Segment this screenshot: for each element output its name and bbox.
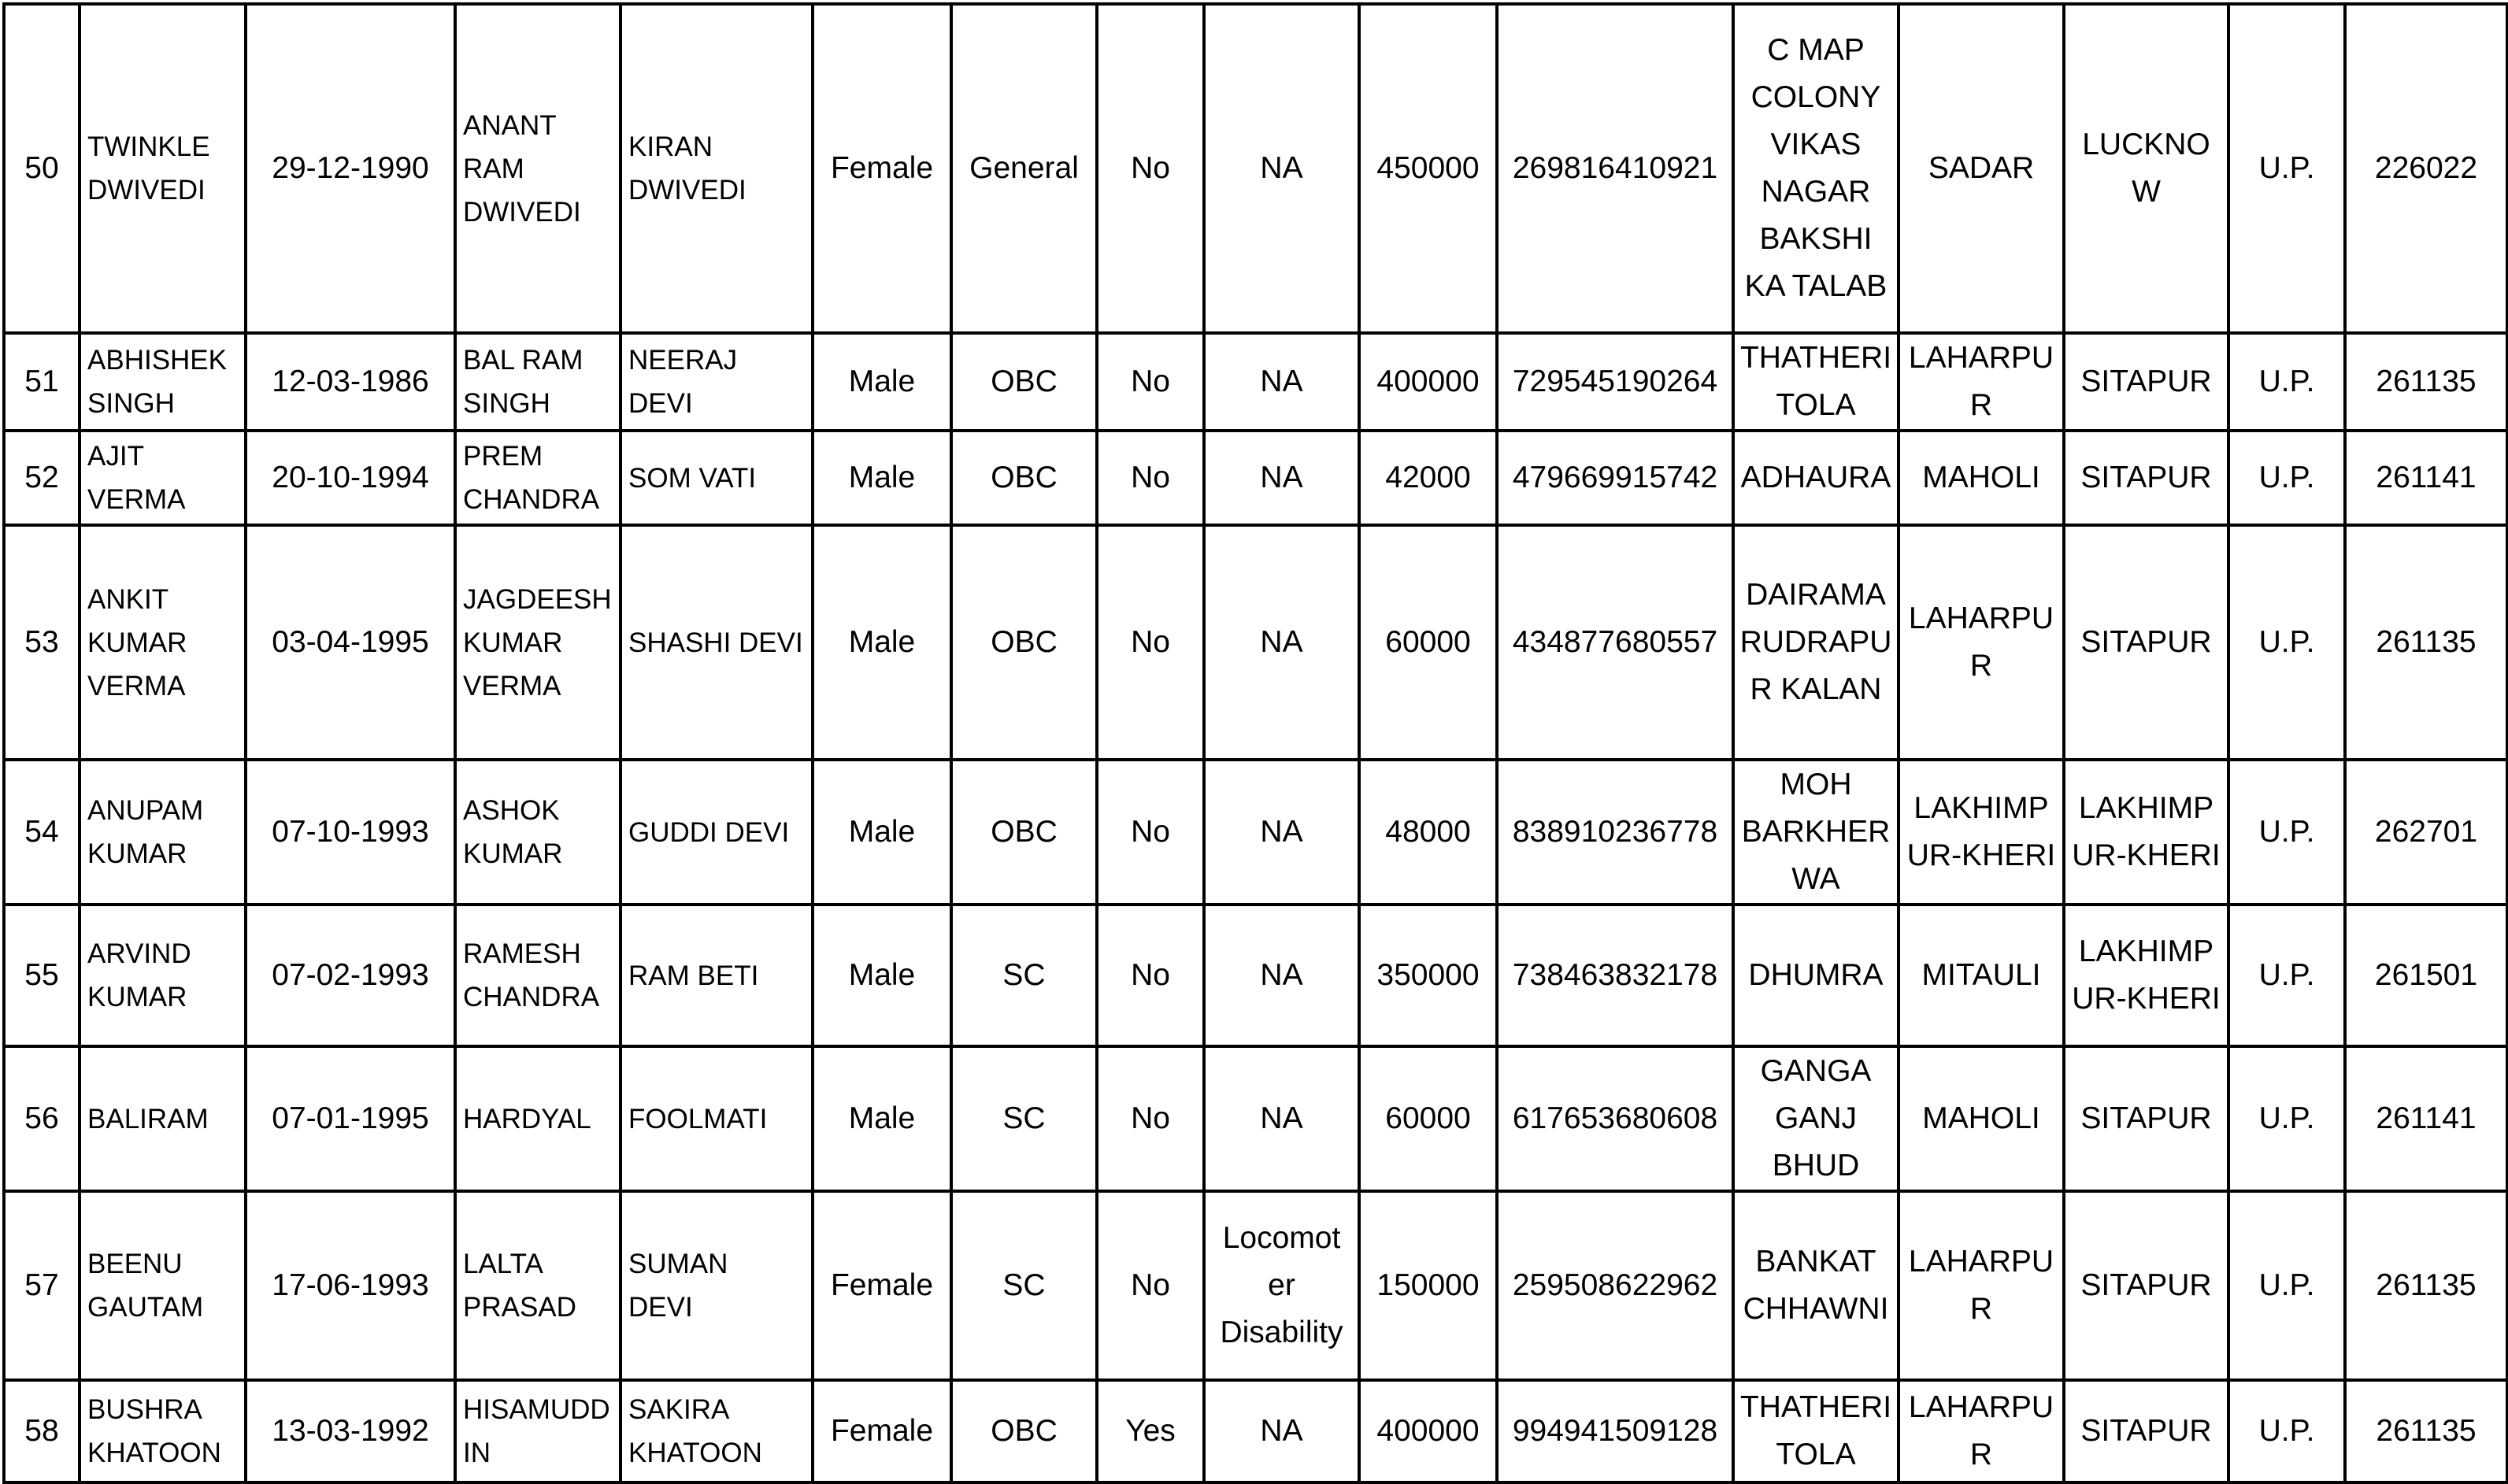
table-row: [4, 1191, 2507, 1380]
cell-state: U.P.: [2228, 1380, 2345, 1482]
cell-tehsil: SADAR: [1899, 4, 2064, 333]
cell-address: MOH BARKHER WA: [1733, 760, 1899, 905]
cell-gender: Female: [813, 4, 951, 333]
cell-name: BALIRAM: [80, 1046, 246, 1191]
cell-address: DAIRAMA RUDRAPU R KALAN: [1733, 525, 1899, 760]
cell-tehsil: LAKHIMP UR-KHERI: [1899, 760, 2064, 905]
cell-district: SITAPUR: [2064, 1191, 2228, 1380]
cell-aadhaar: 617653680608: [1497, 1046, 1733, 1191]
cell-state: U.P.: [2228, 4, 2345, 333]
cell-income: 400000: [1359, 333, 1497, 431]
cell-gender: Male: [813, 760, 951, 905]
cell-father: LALTA PRASAD: [455, 1191, 621, 1380]
cell-name: TWINKLE DWIVEDI: [80, 4, 246, 333]
cell-district: SITAPUR: [2064, 1046, 2228, 1191]
cell-disability: NA: [1204, 905, 1359, 1046]
cell-father: HARDYAL: [455, 1046, 621, 1191]
cell-minority: No: [1097, 905, 1204, 1046]
cell-dob: 07-10-1993: [246, 760, 455, 905]
cell-income: 150000: [1359, 1191, 1497, 1380]
cell-dob: 03-04-1995: [246, 525, 455, 760]
cell-mother: SOM VATI: [621, 431, 813, 525]
cell-name: ANUPAM KUMAR: [80, 760, 246, 905]
cell-disability: Locomot er Disability: [1204, 1191, 1359, 1380]
cell-mother: NEERAJ DEVI: [621, 333, 813, 431]
cell-income: 350000: [1359, 905, 1497, 1046]
cell-tehsil: LAHARPU R: [1899, 1191, 2064, 1380]
cell-dob: 07-02-1993: [246, 905, 455, 1046]
cell-district: SITAPUR: [2064, 1380, 2228, 1482]
cell-income: 450000: [1359, 4, 1497, 333]
cell-aadhaar: 434877680557: [1497, 525, 1733, 760]
cell-aadhaar: 479669915742: [1497, 431, 1733, 525]
cell-sno: 58: [4, 1380, 80, 1482]
cell-address: C MAP COLONY VIKAS NAGAR BAKSHI KA TALAB: [1733, 4, 1899, 333]
cell-mother: FOOLMATI: [621, 1046, 813, 1191]
cell-income: 48000: [1359, 760, 1497, 905]
cell-district: SITAPUR: [2064, 333, 2228, 431]
cell-minority: No: [1097, 4, 1204, 333]
cell-sno: 57: [4, 1191, 80, 1380]
cell-disability: NA: [1204, 525, 1359, 760]
cell-disability: NA: [1204, 4, 1359, 333]
cell-father: ANANT RAM DWIVEDI: [455, 4, 621, 333]
cell-sno: 53: [4, 525, 80, 760]
cell-pin: 261135: [2345, 1191, 2507, 1380]
cell-tehsil: MITAULI: [1899, 905, 2064, 1046]
cell-father: PREM CHANDRA: [455, 431, 621, 525]
cell-sno: 50: [4, 4, 80, 333]
cell-father: BAL RAM SINGH: [455, 333, 621, 431]
cell-category: General: [951, 4, 1097, 333]
cell-income: 400000: [1359, 1380, 1497, 1482]
cell-aadhaar: 994941509128: [1497, 1380, 1733, 1482]
cell-aadhaar: 729545190264: [1497, 333, 1733, 431]
cell-minority: No: [1097, 431, 1204, 525]
cell-district: SITAPUR: [2064, 431, 2228, 525]
cell-dob: 29-12-1990: [246, 4, 455, 333]
cell-minority: No: [1097, 760, 1204, 905]
cell-name: ARVIND KUMAR: [80, 905, 246, 1046]
cell-sno: 54: [4, 760, 80, 905]
cell-address: GANGA GANJ BHUD: [1733, 1046, 1899, 1191]
table-row: [4, 905, 2507, 1046]
cell-name: AJIT VERMA: [80, 431, 246, 525]
cell-mother: SHASHI DEVI: [621, 525, 813, 760]
cell-pin: 261501: [2345, 905, 2507, 1046]
cell-tehsil: LAHARPU R: [1899, 1380, 2064, 1482]
cell-dob: 20-10-1994: [246, 431, 455, 525]
cell-minority: No: [1097, 1046, 1204, 1191]
cell-pin: 261135: [2345, 1380, 2507, 1482]
cell-category: OBC: [951, 760, 1097, 905]
cell-district: LUCKNO W: [2064, 4, 2228, 333]
cell-minority: Yes: [1097, 1380, 1204, 1482]
cell-district: SITAPUR: [2064, 525, 2228, 760]
cell-district: LAKHIMP UR-KHERI: [2064, 905, 2228, 1046]
table-row: [4, 1046, 2507, 1191]
cell-gender: Male: [813, 431, 951, 525]
cell-name: BEENU GAUTAM: [80, 1191, 246, 1380]
cell-father: RAMESH CHANDRA: [455, 905, 621, 1046]
cell-minority: No: [1097, 333, 1204, 431]
cell-state: U.P.: [2228, 1191, 2345, 1380]
cell-mother: SAKIRA KHATOON: [621, 1380, 813, 1482]
cell-aadhaar: 838910236778: [1497, 760, 1733, 905]
cell-disability: NA: [1204, 431, 1359, 525]
cell-state: U.P.: [2228, 333, 2345, 431]
cell-dob: 12-03-1986: [246, 333, 455, 431]
cell-aadhaar: 269816410921: [1497, 4, 1733, 333]
cell-tehsil: LAHARPU R: [1899, 525, 2064, 760]
cell-category: OBC: [951, 1380, 1097, 1482]
cell-pin: 261141: [2345, 1046, 2507, 1191]
cell-minority: No: [1097, 525, 1204, 760]
cell-tehsil: MAHOLI: [1899, 431, 2064, 525]
cell-category: SC: [951, 1046, 1097, 1191]
cell-sno: 56: [4, 1046, 80, 1191]
cell-pin: 261141: [2345, 431, 2507, 525]
cell-pin: 261135: [2345, 333, 2507, 431]
cell-aadhaar: 738463832178: [1497, 905, 1733, 1046]
cell-gender: Male: [813, 333, 951, 431]
cell-income: 60000: [1359, 525, 1497, 760]
cell-disability: NA: [1204, 1380, 1359, 1482]
cell-aadhaar: 259508622962: [1497, 1191, 1733, 1380]
cell-pin: 226022: [2345, 4, 2507, 333]
cell-state: U.P.: [2228, 1046, 2345, 1191]
cell-address: THATHERI TOLA: [1733, 1380, 1899, 1482]
cell-dob: 13-03-1992: [246, 1380, 455, 1482]
cell-disability: NA: [1204, 1046, 1359, 1191]
cell-gender: Male: [813, 1046, 951, 1191]
cell-mother: GUDDI DEVI: [621, 760, 813, 905]
cell-father: ASHOK KUMAR: [455, 760, 621, 905]
table-row: [4, 760, 2507, 905]
cell-address: BANKAT CHHAWNI: [1733, 1191, 1899, 1380]
table-row: [4, 431, 2507, 525]
table-row: [4, 1380, 2507, 1482]
cell-category: SC: [951, 1191, 1097, 1380]
cell-father: JAGDEESH KUMAR VERMA: [455, 525, 621, 760]
cell-name: BUSHRA KHATOON: [80, 1380, 246, 1482]
cell-state: U.P.: [2228, 905, 2345, 1046]
cell-state: U.P.: [2228, 760, 2345, 905]
table-row: [4, 4, 2507, 333]
cell-district: LAKHIMP UR-KHERI: [2064, 760, 2228, 905]
cell-state: U.P.: [2228, 525, 2345, 760]
cell-mother: RAM BETI: [621, 905, 813, 1046]
cell-dob: 17-06-1993: [246, 1191, 455, 1380]
cell-pin: 262701: [2345, 760, 2507, 905]
cell-category: OBC: [951, 525, 1097, 760]
cell-category: SC: [951, 905, 1097, 1046]
cell-gender: Female: [813, 1380, 951, 1482]
cell-disability: NA: [1204, 760, 1359, 905]
cell-category: OBC: [951, 333, 1097, 431]
cell-father: HISAMUDD IN: [455, 1380, 621, 1482]
cell-tehsil: LAHARPU R: [1899, 333, 2064, 431]
cell-address: THATHERI TOLA: [1733, 333, 1899, 431]
cell-tehsil: MAHOLI: [1899, 1046, 2064, 1191]
cell-dob: 07-01-1995: [246, 1046, 455, 1191]
cell-address: ADHAURA: [1733, 431, 1899, 525]
cell-address: DHUMRA: [1733, 905, 1899, 1046]
cell-mother: KIRAN DWIVEDI: [621, 4, 813, 333]
cell-sno: 51: [4, 333, 80, 431]
data-table: [2, 2, 2508, 1484]
cell-name: ABHISHEK SINGH: [80, 333, 246, 431]
cell-gender: Male: [813, 525, 951, 760]
cell-gender: Female: [813, 1191, 951, 1380]
cell-category: OBC: [951, 431, 1097, 525]
cell-income: 60000: [1359, 1046, 1497, 1191]
cell-sno: 52: [4, 431, 80, 525]
cell-mother: SUMAN DEVI: [621, 1191, 813, 1380]
cell-name: ANKIT KUMAR VERMA: [80, 525, 246, 760]
cell-state: U.P.: [2228, 431, 2345, 525]
table-row: [4, 525, 2507, 760]
cell-disability: NA: [1204, 333, 1359, 431]
cell-sno: 55: [4, 905, 80, 1046]
table-row: [4, 333, 2507, 431]
cell-minority: No: [1097, 1191, 1204, 1380]
cell-income: 42000: [1359, 431, 1497, 525]
cell-pin: 261135: [2345, 525, 2507, 760]
cell-gender: Male: [813, 905, 951, 1046]
